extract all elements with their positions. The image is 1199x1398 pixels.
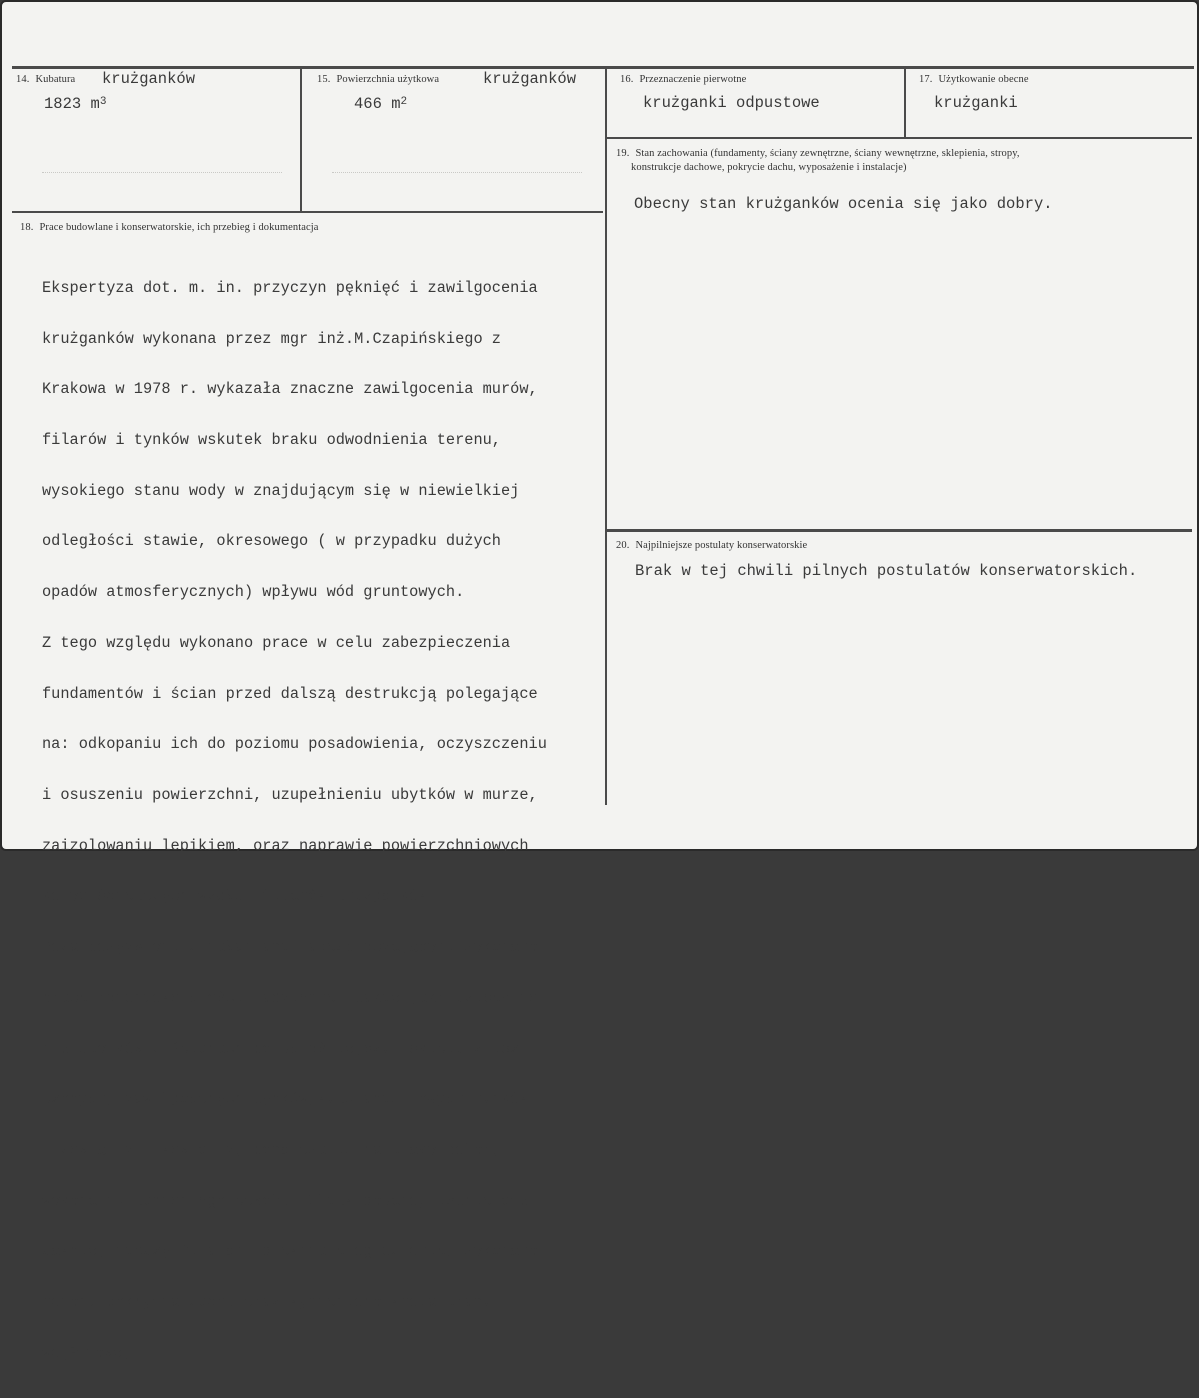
- field-16-label: [620, 74, 746, 85]
- text-line: Poza powyższymi działaniami zabezpieczającymi wykonano: [42, 938, 538, 957]
- unit-exponent: 3: [99, 96, 107, 108]
- area-value: 466 m: [354, 95, 401, 113]
- field-number: 14.: [16, 74, 30, 85]
- rule-v-14-15: [300, 68, 302, 213]
- field-18-label: [20, 222, 319, 233]
- text-line: remont pokrycia dachu oraz wymieniono wrota bramy: [42, 1293, 492, 1312]
- field-16-value: krużganki odpustowe: [643, 94, 820, 112]
- text-line: i osuszeniu powierzchni, uzupełnieniu ubytków w murze,: [42, 786, 538, 804]
- rule-right-20: [606, 529, 1192, 532]
- field-17-label: [919, 74, 1029, 85]
- text-line: fundamentów i ścian przed dalszą destrukcją polegające: [42, 684, 538, 703]
- guide-line: [42, 172, 282, 173]
- text-line: Z tego względu wykonano prace w celu zabezpieczenia: [42, 633, 511, 652]
- field-17-value: krużganki: [934, 94, 1018, 112]
- field-15-label-typed: krużganków: [483, 70, 577, 88]
- field-label-text: Stan zachowania (fundamenty, ściany zewnętrzne, ściany wewnętrzne, sklepienia, stropy,: [635, 148, 1020, 159]
- rule-left-mid: [12, 211, 603, 213]
- volume-value: 1823 m: [44, 95, 100, 113]
- field-19-label: [616, 148, 1020, 159]
- text-line: Ekspertyza dot. m. in. przyczyn pęknięć i zawilgocenia: [42, 278, 538, 297]
- rule-v-center: [605, 68, 607, 805]
- field-label-text: Prace budowlane i konserwatorskie, ich przebieg i dokumentacja: [39, 222, 319, 233]
- text-line: Krakowa w 1978 r. wykazała znaczne zawilgocenia murów,: [42, 380, 538, 399]
- text-line: prace remontowe części nadziemnej takie jak: uzupełnie-: [42, 988, 547, 1007]
- field-label-text: Przeznaczenie pierwotne: [639, 74, 747, 85]
- text-line: wysokiego stanu wody w znajdującym się w niewielkiej: [42, 481, 520, 500]
- text-line: czonych, zawilgoconych tynków,wykonaniu nowych tynków: [42, 1090, 529, 1109]
- field-label-text: Powierzchnia użytkowa: [336, 74, 440, 85]
- text-fragment: wej: [42, 1343, 70, 1362]
- field-14-label: [16, 74, 75, 85]
- field-label-text: Najpilniejsze postulaty konserwatorskie: [635, 540, 808, 551]
- text-line: krużganków wykonana przez mgr inż.M.Czapińskiego z: [42, 329, 501, 348]
- top-rule: [12, 66, 1194, 69]
- field-number: 15.: [317, 74, 331, 85]
- text-line: dawniej między filarami drewniane ogrodzenie, wykonano: [42, 1242, 538, 1261]
- text-line: nie ubytków w ścianach po wcześniejszym skuciu znisz-: [42, 1039, 529, 1058]
- field-20-value: Brak w tej chwili pilnych postulatów konserwatorskich.: [635, 562, 1138, 580]
- field-number: 17.: [919, 74, 933, 85]
- field-number: 19.: [616, 148, 630, 159]
- text-line: opadów atmosferycznych) wpływu wód gruntowych.: [42, 583, 465, 602]
- field-14-value: [44, 95, 106, 113]
- field-18-body: [42, 246, 547, 1398]
- text-line: koryt ściekowych wzdłuż filarów krużganków .: [42, 887, 446, 906]
- typed-superscript: s: [69, 1344, 77, 1357]
- rule-right-19: [606, 137, 1192, 139]
- field-number: 20.: [616, 540, 630, 551]
- text-line: zaizolowaniu lepikiem, oraz naprawie powierzchniowych: [42, 836, 529, 855]
- text-fragment: ciowej.: [76, 1343, 141, 1362]
- guide-line: [332, 172, 582, 173]
- field-20-label: [616, 540, 807, 551]
- text-line: filarów i tynków wskutek braku odwodnienia terenu,: [42, 430, 501, 449]
- field-number: 16.: [620, 74, 634, 85]
- field-label-text: Kubatura: [35, 74, 76, 85]
- field-label-text: Użytkowanie obecne: [938, 74, 1029, 85]
- field-19-value: Obecny stan krużganków ocenia się jako dobry.: [634, 195, 1053, 213]
- text-line: na: odkopaniu ich do poziomu posadowienia, oczyszczeniu: [42, 735, 547, 754]
- rule-v-16-17: [904, 68, 906, 138]
- text-line: wykonaniu kamiennego cokołu. Zlikwidowano, istniejące: [42, 1191, 529, 1210]
- text-line: z zewnątrz i wewnątrz, pomalowaniu na biały kolor,: [42, 1141, 501, 1160]
- unit-exponent: 2: [400, 96, 408, 108]
- text-line: odległości stawie, okresowego ( w przypadku dużych: [42, 532, 501, 551]
- field-15-value: [354, 95, 407, 113]
- field-19-label-line2: konstrukcje dachowe, pokrycie dachu, wyposażenie i instalacje): [631, 162, 907, 173]
- field-14-label-typed: krużganków: [102, 70, 196, 88]
- text-line-last: [42, 1345, 547, 1364]
- field-15-label: [317, 74, 439, 85]
- field-number: 18.: [20, 222, 34, 233]
